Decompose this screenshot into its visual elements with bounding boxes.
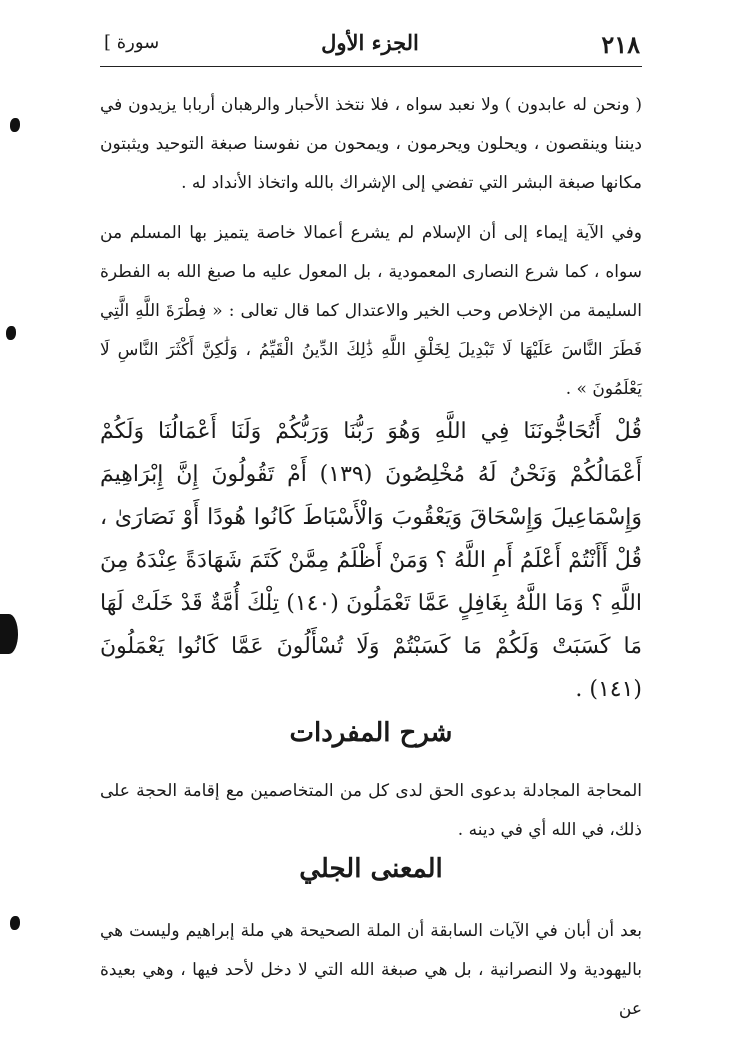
- header-rule: [100, 66, 642, 67]
- intro-paragraph-1: ( ونحن له عابدون ) ولا نعبد سواه ، فلا نتخذ الأحبار والرهبان أربابا يزيدون في ديننا وينقصون ، ويحلون ويحرمون ، ويمحون من نفوسنا صبغة التوحيد ويثبتون مكانها صبغة البشر التي تفضي إلى الإشراك بالله واتخاذ الأنداد له .: [100, 95, 642, 193]
- meaning-paragraph: بعد أن أبان في الآيات السابقة أن الملة الصحيحة هي ملة إبراهيم وليست هي باليهودية ولا النصرانية ، بل هي صبغة الله التي لا دخل لأحد فيها ، وهي بعيدة عن: [100, 921, 642, 1019]
- vocab-heading: شرح المفردات: [289, 718, 453, 748]
- meaning-heading: المعنى الجلي: [299, 854, 443, 884]
- margin-mark: [0, 614, 18, 654]
- running-title: الجزء الأول: [321, 30, 419, 55]
- section-label: [ سورة: [104, 32, 160, 53]
- intro-paragraph-2: وفي الآية إيماء إلى أن الإسلام لم يشرع أعمالا خاصة يتميز بها المسلم من سواه ، كما شرع النصارى المعمودية ، بل المعول عليه ما صبغ الله به الفطرة السليمة من الإخلاص وحب الخير والاعتدال كما قال تعالى : « فِطْرَةَ اللَّهِ الَّتِي فَطَرَ النَّاسَ عَلَيْهَا لَا تَبْدِيلَ لِخَلْقِ اللَّهِ ذَٰلِكَ الدِّينُ الْقَيِّمُ ، وَلَٰكِنَّ أَكْثَرَ النَّاسِ لَا يَعْلَمُونَ » .: [100, 223, 642, 399]
- margin-mark: [6, 326, 16, 340]
- margin-mark: [10, 118, 20, 132]
- quran-verse: قُلْ أَتُحَاجُّونَنَا فِي اللَّهِ وَهُوَ رَبُّنَا وَرَبُّكُمْ وَلَنَا أَعْمَالُنَا وَلَكُمْ أَعْمَالُكُمْ وَنَحْنُ لَهُ مُخْلِصُونَ (١٣٩) أَمْ تَقُولُونَ إِنَّ إِبْرَاهِيمَ وَإِسْمَاعِيلَ وَإِسْحَاقَ وَيَعْقُوبَ وَالْأَسْبَاطَ كَانُوا هُودًا أَوْ نَصَارَىٰ ، قُلْ أَأَنْتُمْ أَعْلَمُ أَمِ اللَّهُ ؟ وَمَنْ أَظْلَمُ مِمَّنْ كَتَمَ شَهَادَةً عِنْدَهُ مِنَ اللَّهِ ؟ وَمَا اللَّهُ بِغَافِلٍ عَمَّا تَعْمَلُونَ (١٤٠) تِلْكَ أُمَّةٌ قَدْ خَلَتْ لَهَا مَا كَسَبَتْ وَلَكُمْ مَا كَسَبْتُمْ وَلَا تُسْأَلُونَ عَمَّا كَانُوا يَعْمَلُونَ (١٤١) .: [100, 419, 642, 702]
- margin-mark: [10, 916, 20, 930]
- page-number: ٢١٨: [601, 30, 640, 59]
- page-header: [100, 26, 640, 66]
- vocab-paragraph: المحاجة المجادلة بدعوى الحق لدى كل من المتخاصمين مع إقامة الحجة على ذلك، في الله أي في دينه .: [100, 781, 642, 840]
